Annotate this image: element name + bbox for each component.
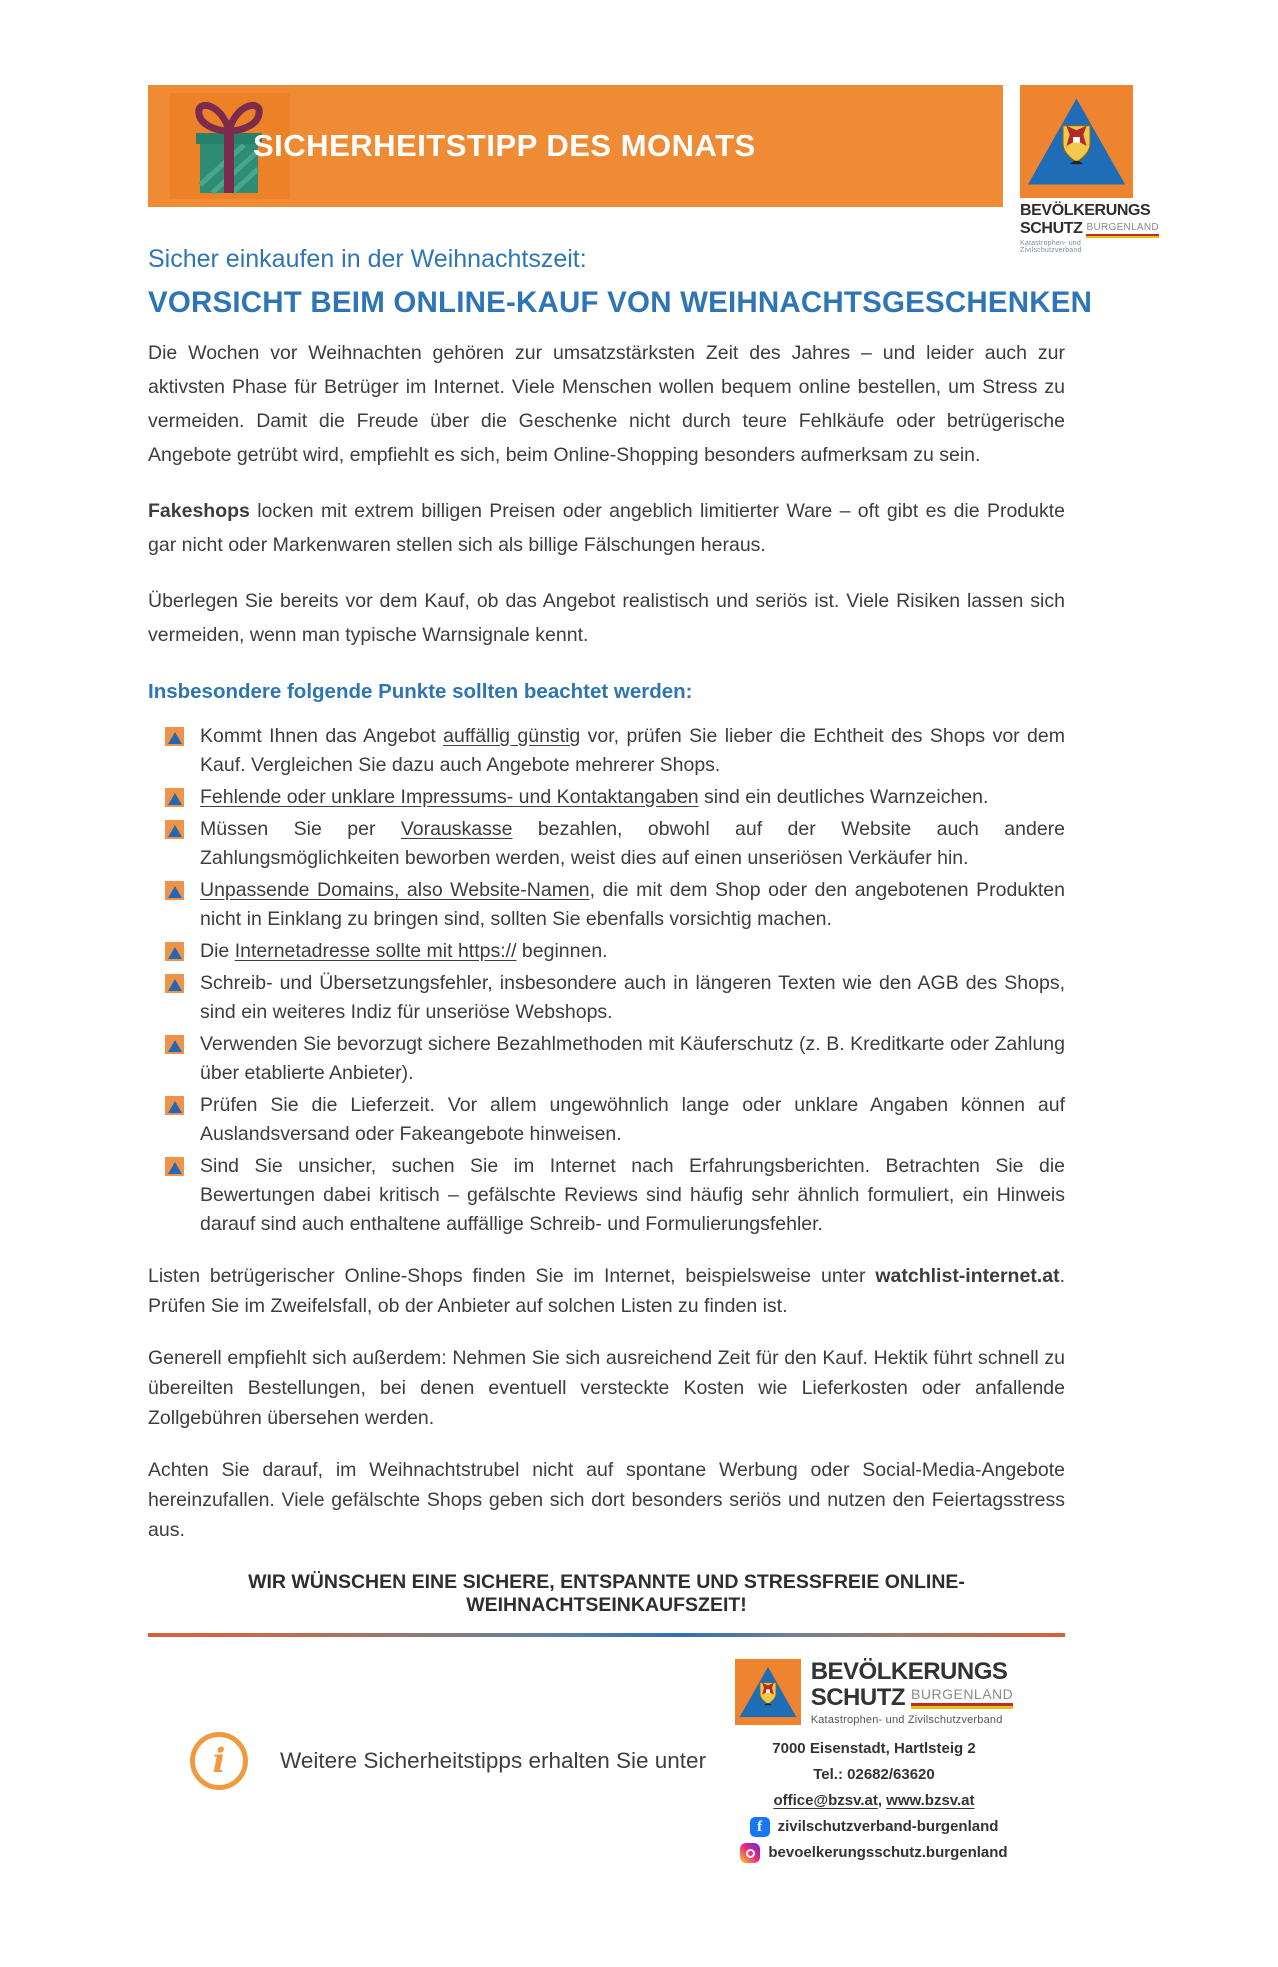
brand-logo-top	[1020, 85, 1159, 254]
item-text: sind ein deutliches Warnzeichen.	[698, 786, 989, 808]
instagram-icon	[740, 1843, 760, 1863]
civil-protection-triangle-icon	[165, 727, 184, 746]
civil-protection-logo-icon	[1020, 85, 1133, 198]
header	[148, 85, 1159, 254]
paragraph-text: Achten Sie darauf, im Weihnachtstrubel nicht auf spontane Werbung oder Social-Media-Angebote hereinzufallen. Viele gefälschte Shops geben sich dort besonders seriös und nutzen den Feiertagsstress aus.	[148, 1459, 1065, 1541]
list-item	[148, 722, 1065, 780]
instagram-row	[704, 1840, 1044, 1866]
info-glyph: i	[212, 1741, 226, 1781]
watchlist-site-name: watchlist-internet.at	[875, 1265, 1060, 1287]
brand-tagline: Katastrophen- und Zivilschutzverband	[1020, 240, 1082, 254]
footer-address	[704, 1736, 1044, 1814]
page-title: VORSICHT BEIM ONLINE-KAUF VON WEIHNACHTSGESCHENKEN	[148, 286, 1093, 319]
brand-schutz: SCHUTZ	[1020, 220, 1083, 237]
list-item	[148, 969, 1065, 1027]
list-item	[148, 937, 1065, 966]
civil-protection-triangle-icon	[165, 942, 184, 961]
list-item	[148, 876, 1065, 934]
paragraph-achten	[148, 1455, 1065, 1545]
brand-schutz: SCHUTZ	[810, 1684, 906, 1711]
list-item	[148, 783, 1065, 812]
paragraph-text: Überlegen Sie bereits vor dem Kauf, ob das Angebot realistisch und seriös ist. Viele Risiken lassen sich vermeiden, wenn man typische Warnsignale kennt.	[148, 590, 1065, 646]
item-text: beginnen.	[516, 940, 608, 962]
paragraph-intro-3	[148, 584, 1065, 652]
brand-tagline: Katastrophen- und Zivilschutzverband	[810, 1714, 1003, 1726]
civil-protection-logo-icon	[735, 1659, 801, 1725]
item-text: , die mit dem Shop oder den angebotenen Produkten nicht in Einklang zu bringen sind, sollten Sie ebenfalls vorsichtig machen.	[200, 879, 1065, 930]
civil-protection-triangle-icon	[165, 1096, 184, 1115]
checklist	[148, 722, 1065, 1239]
info-icon	[190, 1732, 248, 1790]
item-text: Prüfen Sie die Lieferzeit. Vor allem ungewöhnlich lange oder unklare Angaben können auf Auslandsversand oder Fakeangebote hinweisen.	[200, 1094, 1065, 1145]
item-underlined-text: Unpassende Domains, also Website-Namen	[200, 879, 590, 901]
link-separator: ,	[877, 1792, 887, 1809]
facebook-row	[704, 1814, 1044, 1840]
links-line	[704, 1788, 1044, 1814]
fakeshops-keyword: Fakeshops	[148, 500, 250, 522]
facebook-glyph: f	[757, 1819, 763, 1835]
item-text: Die	[200, 940, 235, 962]
item-text: Sind Sie unsicher, suchen Sie im Internet nach Erfahrungsberichten. Betrachten Sie die Bewertungen dabei kritisch – gefälschte Reviews sind häufig sehr ähnlich formuliert, ein Hinweis darauf sind auch enthaltene auffällige Schreib- und Formulierungsfehler.	[200, 1155, 1065, 1235]
brand-region-badge	[911, 1686, 1013, 1709]
brand-region-label: BURGENLAND	[911, 1686, 1014, 1702]
item-underlined-text: Vorauskasse	[400, 818, 513, 840]
civil-protection-triangle-icon	[165, 1035, 184, 1054]
list-item	[148, 1091, 1065, 1149]
document-page	[148, 0, 1159, 1967]
civil-protection-triangle-icon	[165, 974, 184, 993]
footer	[148, 1637, 1148, 1967]
paragraph-text: Listen betrügerischer Online-Shops finden Sie im Internet, beispielsweise unter	[148, 1265, 876, 1287]
instagram-handle: bevoelkerungsschutz.burgenland	[768, 1844, 1008, 1861]
paragraph-generell	[148, 1343, 1065, 1433]
paragraph-intro-1	[148, 336, 1065, 472]
list-item	[148, 1030, 1065, 1088]
address-line: 7000 Eisenstadt, Hartlsteig 2	[772, 1740, 976, 1757]
brand-text	[811, 1659, 1014, 1726]
paragraph-text: . Prüfen Sie im Zweifelsfall, ob der Anbieter auf solchen Listen zu finden ist.	[148, 1265, 1065, 1317]
paragraph-fakeshops	[148, 494, 1065, 562]
item-text: Verwenden Sie bevorzugt sichere Bezahlmethoden mit Käuferschutz (z. B. Kreditkarte oder Zahlung über etablierte Anbieter).	[200, 1033, 1065, 1084]
facebook-handle: zivilschutzverband-burgenland	[777, 1818, 999, 1835]
phone-line: Tel.: 02682/63620	[813, 1766, 935, 1783]
footer-contact-block	[704, 1659, 1044, 1866]
brand-region-badge	[1086, 222, 1158, 238]
item-text: Kommt Ihnen das Angebot	[200, 725, 444, 747]
facebook-icon	[750, 1817, 770, 1837]
title-banner	[148, 85, 1003, 207]
brand-region-label: BURGENLAND	[1086, 222, 1159, 233]
burgenland-yellow-bar	[1086, 236, 1158, 238]
paragraph-watchlist	[148, 1261, 1065, 1321]
civil-protection-triangle-icon	[165, 820, 184, 839]
brand-name-line2	[811, 1685, 1014, 1711]
website-link[interactable]: www.bzsv.at	[886, 1792, 975, 1809]
item-text: Schreib- und Übersetzungsfehler, insbesondere auch in längeren Texten wie den AGB des Shops, sind ein weiteres Indiz für unseriöse Webshops.	[200, 972, 1065, 1023]
footer-info-text: Weitere Sicherheitstipps erhalten Sie unter	[280, 1748, 707, 1773]
footer-social	[704, 1814, 1044, 1866]
banner-title: SICHERHEITSTIPP DES MONATS	[253, 128, 756, 163]
list-item	[148, 1152, 1065, 1239]
civil-protection-triangle-icon	[165, 788, 184, 807]
paragraph-text: locken mit extrem billigen Preisen oder angeblich limitierter Ware – oft gibt es die Produkte gar nicht oder Markenwaren stellen sich als billige Fälschungen heraus.	[148, 500, 1065, 556]
item-text: Müssen Sie per	[200, 818, 401, 840]
civil-protection-triangle-icon	[165, 1157, 184, 1176]
paragraph-text: Generell empfiehlt sich außerdem: Nehmen Sie sich ausreichend Zeit für den Kauf. Hektik führt schnell zu übereilten Bestellungen, bei denen eventuell versteckte Kosten wie Lieferkosten oder anfallende Zollgebühren übersehen werden.	[148, 1347, 1065, 1429]
item-underlined-text: Fehlende oder unklare Impressums- und Kontaktangaben	[200, 786, 699, 808]
footer-info	[190, 1732, 706, 1790]
subtitle: Sicher einkaufen in der Weihnachtszeit:	[148, 245, 587, 273]
item-text: bezahlen, obwohl auf der Website auch andere Zahlungsmöglichkeiten beworben werden, weist dies auf einen unseriösen Verkäufer hin.	[200, 818, 1066, 869]
brand-name-line2	[1020, 220, 1159, 238]
email-link[interactable]: office@bzsv.at	[773, 1792, 878, 1809]
list-item	[148, 815, 1065, 873]
paragraph-text: Die Wochen vor Weihnachten gehören zur umsatzstärksten Zeit des Jahres – und leider auch zur aktivsten Phase für Betrüger im Internet. Viele Menschen wollen bequem online bestellen, um Stress zu vermeiden. Damit die Freude über die Geschenke nicht durch teure Fehlkäufe oder betrügerische Angebote getrübt wird, empfiehlt es sich, beim Online-Shopping besonders aufmerksam zu sein.	[148, 342, 1065, 466]
civil-protection-triangle-icon	[165, 881, 184, 900]
burgenland-yellow-bar	[911, 1706, 1013, 1709]
item-underlined-text: auffällig günstig	[443, 725, 581, 747]
brand-name-line1: BEVÖLKERUNGS	[810, 1658, 1008, 1685]
closing-wish: WIR WÜNSCHEN EINE SICHERE, ENTSPANNTE UND STRESSFREIE ONLINE-WEIHNACHTSEINKAUFSZEIT!	[248, 1571, 965, 1616]
checklist-heading: Insbesondere folgende Punkte sollten beachtet werden:	[148, 680, 693, 703]
brand-name-line1: BEVÖLKERUNGS	[1020, 202, 1151, 219]
item-underlined-text: Internetadresse sollte mit https://	[234, 940, 517, 962]
item-text: vor, prüfen Sie lieber die Echtheit des Shops vor dem Kauf. Vergleichen Sie dazu auch Angebote mehrerer Shops.	[200, 725, 1065, 776]
brand-logo-footer	[704, 1659, 1044, 1726]
